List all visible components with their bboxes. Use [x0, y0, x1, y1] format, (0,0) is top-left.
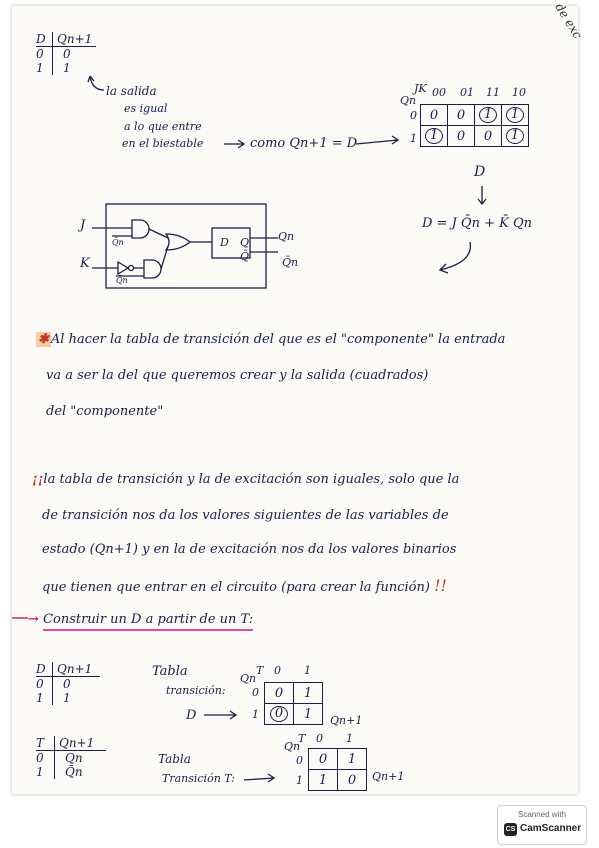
top-d-cell: 1 [36, 61, 53, 75]
kmap2-cell: 1 [294, 683, 323, 704]
kmap2-col: 1 [304, 664, 311, 677]
para1-text: Al hacer la tabla de transición del que es el "componente" la entrada [50, 332, 506, 347]
kmap1-cell: 0 [421, 105, 448, 126]
d-table2-cell: 1 [36, 691, 53, 705]
d-table2-cell: 0 [36, 677, 53, 691]
kmap2-row: 1 [252, 708, 259, 721]
para1-marker-icon: ✱ [38, 332, 49, 347]
kmap3-cell: 0 [338, 770, 367, 791]
kmap1-q-label: Qn [400, 94, 417, 107]
arrow-right-icon [204, 711, 236, 719]
kmap1-col: 00 [432, 86, 446, 99]
arrow-right-icon [224, 140, 244, 148]
d-table2-header-q: Qn+1 [57, 662, 93, 676]
top-d-header-d: D [36, 32, 53, 46]
ff-q-label: Q [240, 236, 250, 249]
d-table2-header-d: D [36, 662, 53, 676]
kmap1-cell: 0 [448, 126, 475, 147]
t-table-cell: 1 [36, 765, 55, 779]
note-line: en el biestable [122, 137, 204, 150]
kmap1-cell: 0 [448, 105, 475, 126]
kmap3-row: 1 [296, 774, 303, 787]
and-gate-icon [132, 220, 149, 238]
circuit-j-label: J [80, 218, 86, 233]
d-table2-cell: 0 [63, 677, 71, 691]
or-gate-icon [166, 234, 190, 250]
kmap1-row: 0 [410, 109, 417, 122]
kmap1-row: 1 [410, 132, 417, 145]
tabla-d-input-label: D [186, 708, 197, 723]
corner-note: de exc [552, 0, 585, 42]
kmap2-col: 0 [274, 664, 281, 677]
t-table-cell: 0 [36, 751, 55, 765]
kmap3-q-label: Qn [284, 740, 301, 753]
kmap2-right-label: Qn+1 [330, 714, 363, 727]
camscanner-badge [497, 805, 587, 845]
kmap1-circled-cell: 1 [425, 128, 443, 144]
t-table-cell: Qn [65, 751, 83, 765]
kmap1-below-label: D [474, 164, 486, 180]
top-d-cell: 0 [36, 47, 53, 61]
kmap2-q-label: Qn [240, 672, 257, 685]
kmap2-cell: 0 [265, 683, 294, 704]
kmap3-cell: 1 [338, 749, 367, 770]
camscanner-logo-icon: CS [504, 823, 517, 836]
kmap2-t-label: T [256, 664, 264, 677]
ff-d-label: D [220, 236, 229, 249]
kmap1-col: 11 [486, 86, 500, 99]
scanner-brand-text: CamScanner [520, 823, 582, 834]
kmap2-circled-cell: 0 [270, 706, 288, 722]
note-equation: como Qn+1 = D [250, 136, 358, 151]
kmap3-t-label: T [298, 732, 306, 745]
kmap1-col: 01 [460, 86, 474, 99]
note-line: es igual [124, 102, 168, 115]
kmap1-cell: 0 [475, 126, 502, 147]
t-table-header-q: Qn+1 [59, 736, 95, 750]
para2-text: que tienen que entrar en el circuito (para crear la función) [42, 580, 430, 595]
para2-line3: estado (Qn+1) y en la de excitación nos da los valores binarios [42, 542, 457, 557]
note-line: a lo que entre [124, 120, 202, 133]
kmap1-circled-cell: 1 [506, 107, 524, 123]
exclamation-mark: !! [434, 576, 447, 595]
inverter-icon [118, 262, 128, 274]
tabla-t-label: Transición T: [162, 772, 235, 785]
para2-text: la tabla de transición y la de excitación son iguales, solo que la [43, 472, 460, 487]
circuit-k-label: K [80, 256, 90, 271]
drawing-layer [12, 6, 578, 794]
and-gate-icon [144, 260, 161, 278]
kmap1-jk-label: JK [414, 82, 427, 95]
kmap3-row: 0 [296, 754, 303, 767]
heading-text: Construir un D a partir de un T: [43, 612, 253, 631]
t-table-cell: Q̄n [65, 765, 83, 779]
t-table-header-t: T [36, 736, 55, 750]
arrow-right-icon [356, 136, 398, 144]
kmap1-col: 10 [512, 86, 526, 99]
arrow-right-icon: → [28, 612, 39, 627]
flip-flop-box [212, 228, 250, 258]
kmap3-col: 0 [316, 732, 323, 745]
para1-line2: va a ser la del que queremos crear y la salida (cuadrados) [46, 368, 429, 383]
para1-line3: del "componente" [46, 404, 164, 419]
curved-arrow-icon [440, 242, 470, 273]
kmap2-row: 0 [252, 686, 259, 699]
top-d-cell: 1 [63, 61, 71, 75]
kmap3-right-label: Qn+1 [372, 770, 405, 783]
para2-marker-icon: ¡¡ [32, 472, 44, 487]
circuit-qn-bar-label: Q̄n [112, 238, 124, 247]
tabla-d-label: transición: [166, 684, 226, 697]
kmap3-cell: 0 [309, 749, 338, 770]
equation-d: D = J Q̄n + K̄ Qn [422, 216, 532, 231]
top-d-header-q: Qn+1 [57, 32, 93, 46]
out-q-label: Qn [278, 230, 295, 243]
tabla-d-label: Tabla [152, 664, 188, 679]
arrow-down-icon [478, 186, 486, 204]
note-line: la salida [106, 84, 157, 98]
kmap3-col: 1 [346, 732, 353, 745]
top-d-cell: 0 [63, 47, 71, 61]
para2-line2: de transición nos da los valores siguientes de las variables de [42, 508, 449, 523]
arrow-right-icon [244, 774, 274, 782]
kmap3-cell: 1 [309, 770, 338, 791]
scanner-top-text: Scanned with [517, 810, 567, 819]
ff-qbar-label: Q̄ [240, 250, 250, 263]
kmap1-circled-cell: 1 [506, 128, 524, 144]
d-table2-cell: 1 [63, 691, 71, 705]
circuit-qn-bar-label: Q̄n [116, 276, 128, 285]
kmap2-cell: 1 [294, 704, 323, 725]
kmap1-circled-cell: 1 [479, 107, 497, 123]
notebook-page [12, 0, 585, 794]
out-qbar-label: Q̄n [282, 256, 299, 269]
tabla-t-label: Tabla [158, 752, 191, 766]
